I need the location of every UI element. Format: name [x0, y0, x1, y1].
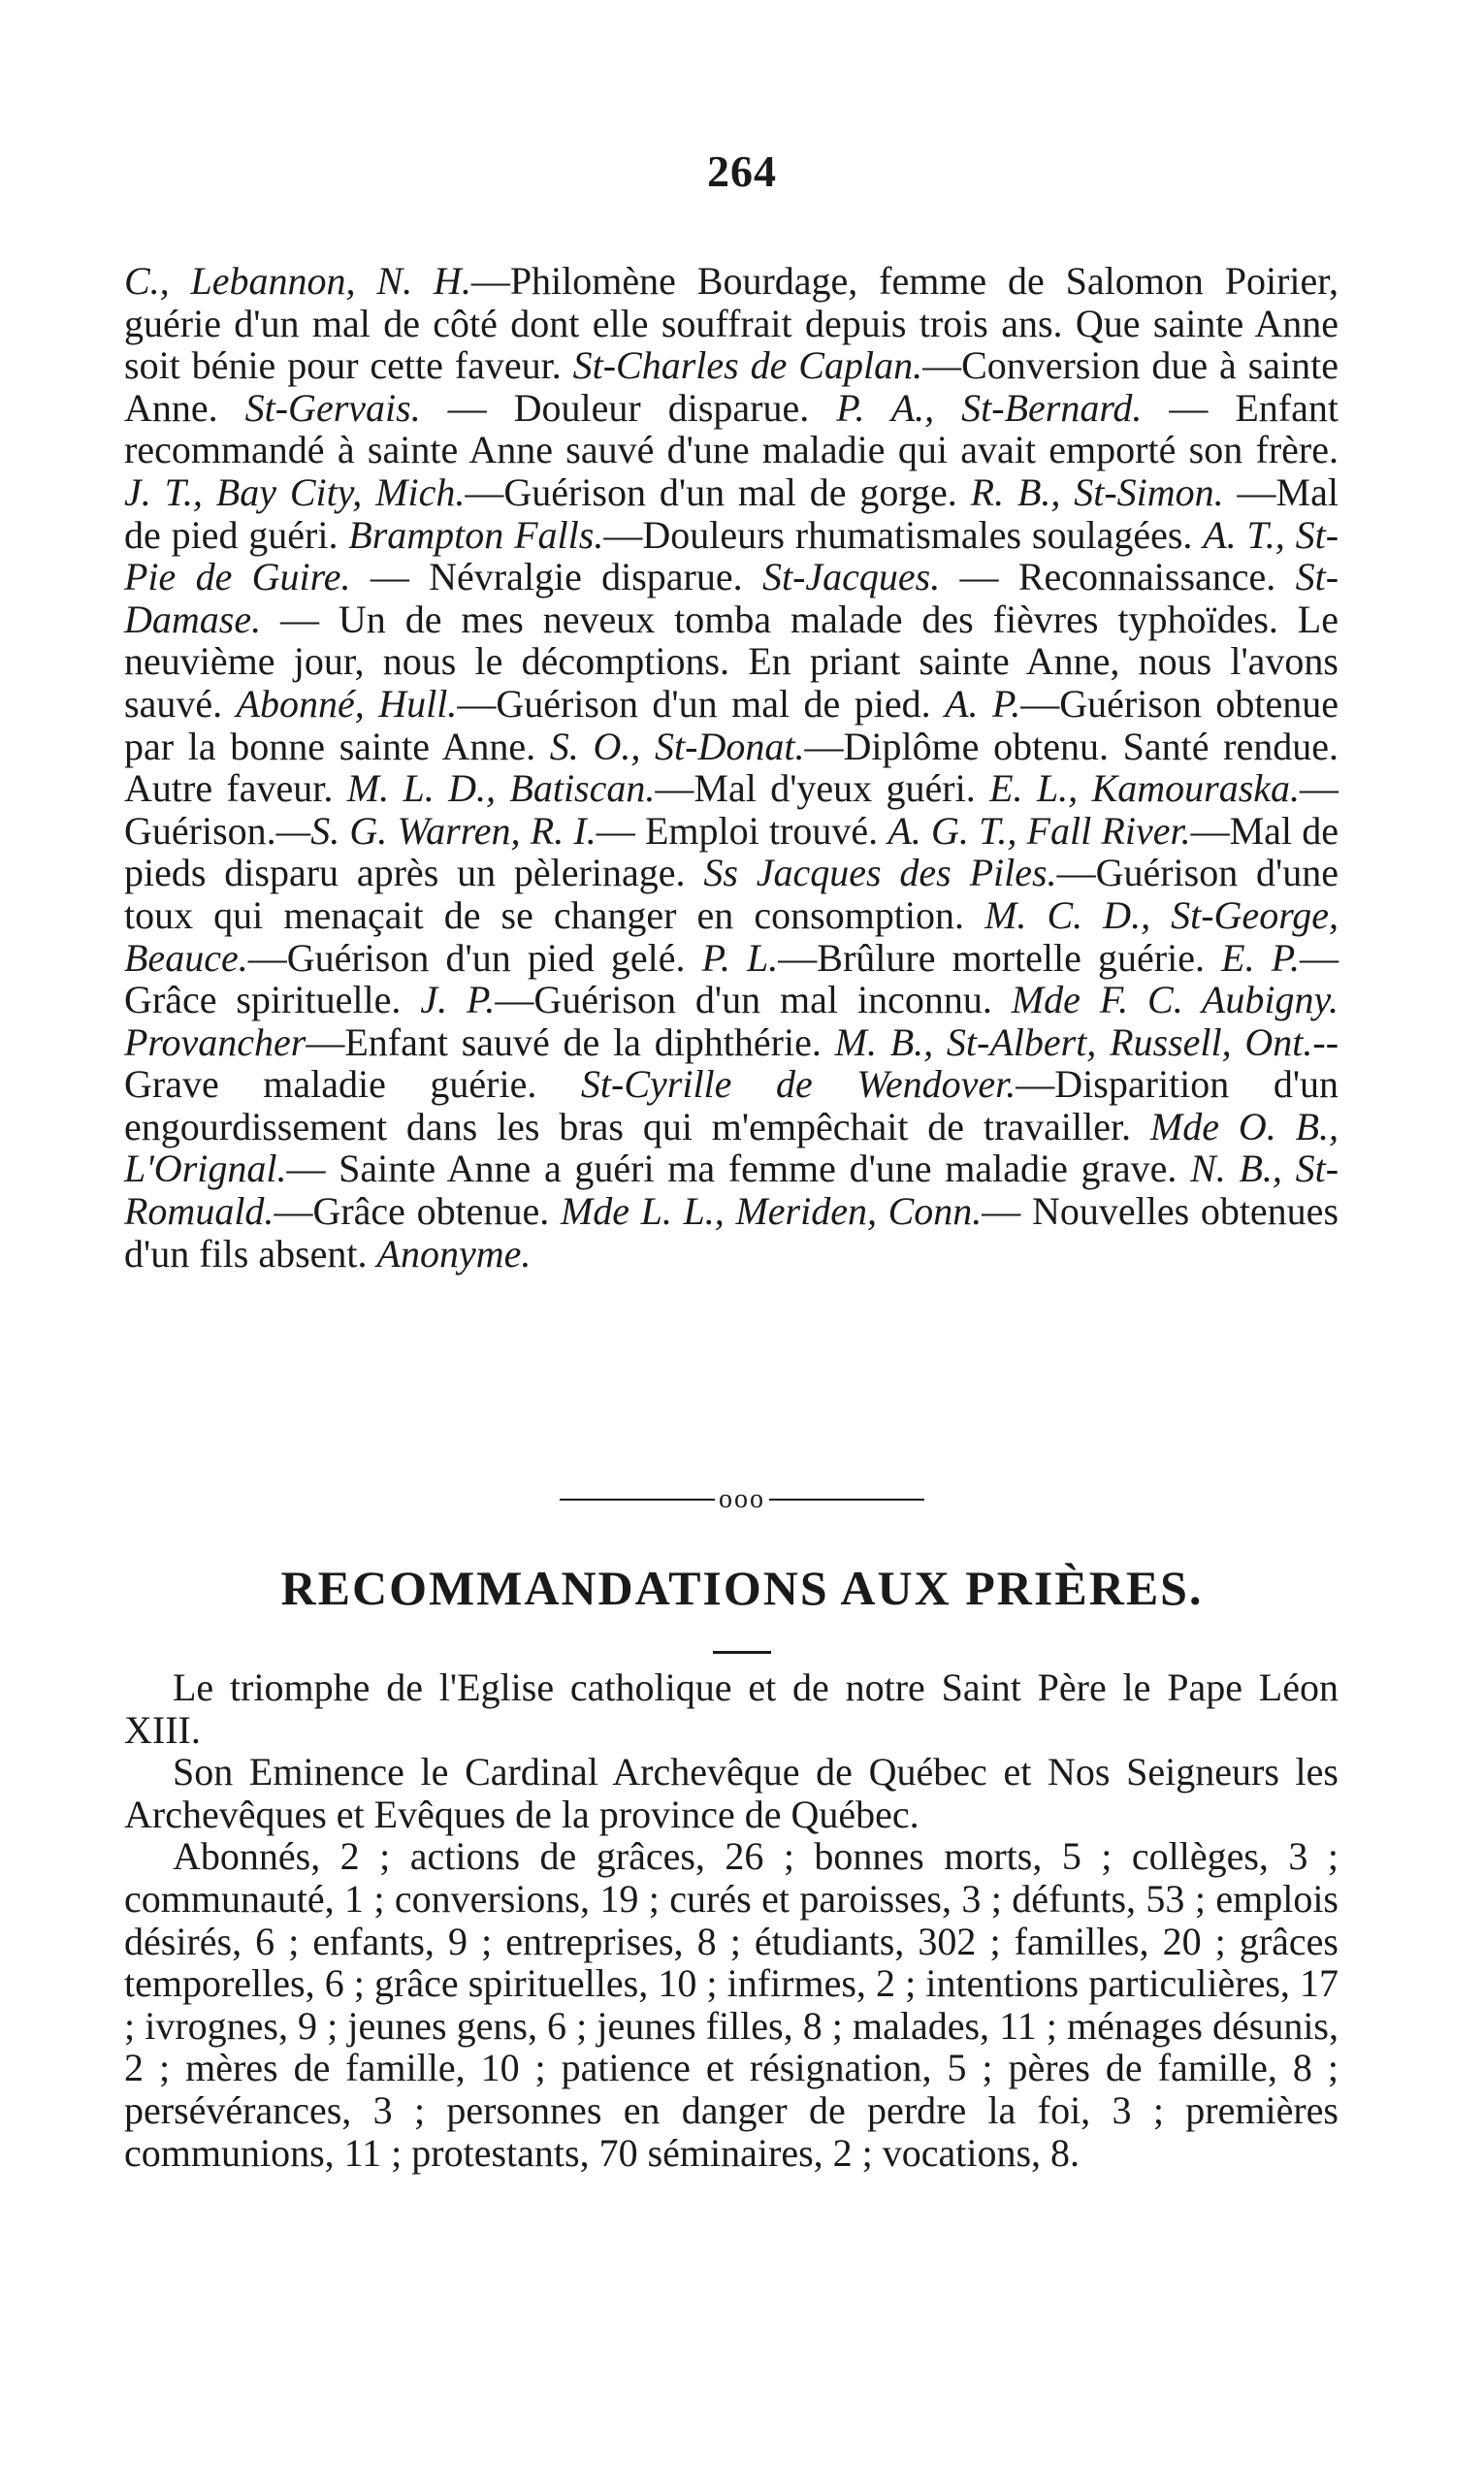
entry-label: Mde F. C. Aubigny. Provancher — [124, 978, 1339, 1064]
entry-label: St-Damase. — [124, 555, 1339, 641]
entry-label: A. P. — [945, 681, 1021, 726]
entry-text: —Guérison d'un mal de pied. — [457, 681, 931, 726]
entry-text: —Brûlure mortelle guérie. — [778, 935, 1205, 980]
entry-text: —Guérison obtenue par la bonne sainte Anne. — [124, 681, 1339, 768]
entry-text: — Nouvelles obtenues d'un fils absent. — [124, 1189, 1339, 1276]
entry-text: —Enfant sauvé de la diphthérie. — [306, 1019, 822, 1064]
entry-label: Abonné, Hull. — [236, 681, 458, 726]
entry-text: — Névralgie disparue. — [350, 555, 743, 599]
entry-text: —Mal de pieds disparu après un pèlerinage. — [124, 808, 1339, 895]
divider-rule-left — [560, 1499, 715, 1501]
entry-label: Mde L. L., Meriden, Conn. — [560, 1189, 983, 1234]
entry-label: —S. G. Warren, R. I. — [275, 808, 597, 853]
entry-label: St-Charles de Caplan. — [572, 343, 923, 388]
entry-label: M. B., St-Albert, Russell, Ont. — [834, 1019, 1313, 1064]
entry-text: —Guérison d'une toux qui menaçait de se changer en consomption. — [124, 851, 1339, 937]
entry-label: M. L. D., Batiscan. — [346, 766, 656, 811]
entry-text: —Mal de pied guéri. — [124, 469, 1339, 557]
entry-label: Ss Jacques des Piles. — [703, 851, 1057, 895]
entry-text: —Guérison. — [124, 766, 1339, 853]
entry-label: C., Lebannon, N. H. — [124, 259, 471, 303]
entry-text: — Reconnaissance. — [940, 555, 1276, 599]
entry-label: E. P. — [1221, 935, 1301, 980]
entry-text: —Guérison d'un mal de gorge. — [465, 469, 957, 514]
entry-label: St-Cyrille de Wendover. — [580, 1062, 1016, 1107]
page-number: 264 — [707, 146, 777, 196]
divider-rule-right — [769, 1499, 924, 1501]
entry-text: — Sainte Anne a guéri ma femme d'une maladie grave. — [286, 1147, 1178, 1191]
entry-label: S. O., St-Donat. — [549, 724, 805, 768]
entry-label: St-Gervais. — [244, 385, 421, 430]
entry-text: —Douleurs rhumatismales soulagées. — [603, 512, 1193, 557]
entry-label: Anonyme. — [376, 1231, 532, 1276]
entry-text: —Guérison d'un pied gelé. — [247, 935, 686, 980]
entry-text: — Un de mes neveux tomba malade des fièvres typhoïdes. Le neuvième jour, nous le décomptions. En priant sainte Anne, nous l'avons sauvé. — [124, 597, 1339, 726]
entry-text: — Emploi trouvé. — [596, 808, 879, 853]
entry-text: —Conversion due à sainte Anne. — [124, 343, 1339, 430]
entry-label: P. A., St-Bernard. — [836, 385, 1143, 430]
section-heading: RECOMMANDATIONS AUX PRIÈRES. — [280, 1561, 1204, 1615]
entry-text: —Guérison d'un mal inconnu. — [495, 978, 992, 1022]
entry-label: J. T., Bay City, Mich. — [124, 469, 466, 514]
divider-ornament: ooo — [719, 1483, 765, 1514]
entry-label: Brampton Falls. — [348, 512, 604, 557]
section-divider — [0, 1482, 1484, 1515]
entry-text: —Grâce obtenue. — [274, 1189, 550, 1234]
recommendation-paragraph: Son Eminence le Cardinal Archevêque de Québec et Nos Seigneurs les Archevêques et Evêques de la province de Québec. — [124, 1750, 1339, 1836]
entry-label: A. G. T., Fall River. — [887, 808, 1191, 853]
entry-text: — Enfant recommandé à sainte Anne sauvé d'une maladie qui avait emporté son frère. — [124, 385, 1339, 472]
entry-text: —Philomène Bourdage, femme de Salomon Poirier, guérie d'un mal de côté dont elle souffrait depuis trois ans. Que sainte Anne soit bénie pour cette faveur. — [124, 259, 1339, 388]
entry-label: E. L., Kamouraska. — [989, 766, 1301, 811]
entry-text: — Douleur disparue. — [420, 385, 810, 430]
entry-label: R. B., St-Simon. — [970, 469, 1224, 514]
entry-text: --Grave maladie guérie. — [124, 1019, 1339, 1107]
heading-underline — [713, 1651, 771, 1654]
recommendation-paragraph: Le triomphe de l'Eglise catholique et de notre Saint Père le Pape Léon XIII. — [124, 1665, 1339, 1752]
entry-label: P. L. — [701, 935, 779, 980]
entry-text: —Mal d'yeux guéri. — [655, 766, 976, 811]
entry-label: St-Jacques. — [761, 555, 941, 599]
recommendation-paragraph: Abonnés, 2 ; actions de grâces, 26 ; bonnes morts, 5 ; collèges, 3 ; communauté, 1 ; conversions, 19 ; curés et paroisses, 3 ; défunts, 53 ; emplois désirés, 6 ; enfants, 9 ; entreprises, 8 ; étudiants, 302 ; familles, 20 ; grâces temporelles, 6 ; grâce spirituelles, 10 ; infirmes, 2 ; intentions particulières, 17 ; ivrognes, 9 ; jeunes gens, 6 ; jeunes filles, 8 ; malades, 11 ; ménages désunis, 2 ; mères de famille, 10 ; patience et résignation, 5 ; pères de famille, 8 ; persévérances, 3 ; personnes en danger de perdre la foi, 3 ; premières communions, 11 ; protestants, 70 séminaires, 2 ; vocations, 8. — [124, 1834, 1339, 2175]
prayer-recommendations — [124, 1666, 1339, 2174]
entry-label: Mde O. B., L'Orignal. — [124, 1104, 1339, 1191]
entry-label: N. B., St-Romuald. — [124, 1147, 1339, 1234]
entry-label: A. T., St-Pie de Guire. — [124, 512, 1339, 599]
entry-label: M. C. D., St-George, Beauce. — [124, 892, 1339, 980]
entry-text: —Diplôme obtenu. Santé rendue. Autre faveur. — [124, 724, 1339, 811]
thanksgiving-entries — [124, 260, 1339, 1275]
entry-label: J. P. — [420, 978, 496, 1022]
entry-text: —Disparition d'un engourdissement dans les bras qui m'empêchait de travailler. — [124, 1062, 1339, 1148]
entry-text: —Grâce spirituelle. — [124, 935, 1339, 1022]
